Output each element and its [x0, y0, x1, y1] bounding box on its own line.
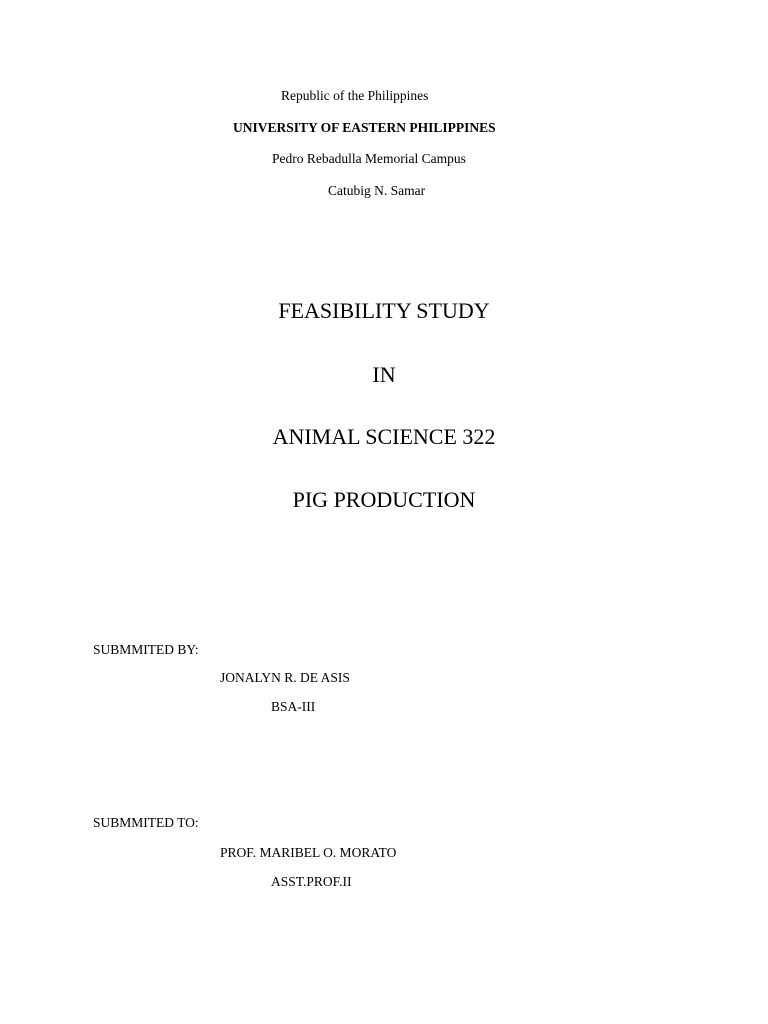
university-name: UNIVERSITY OF EASTERN PHILIPPINES	[233, 120, 496, 135]
submitter-course: BSA-III	[271, 699, 316, 714]
campus-name: Pedro Rebadulla Memorial Campus	[272, 151, 466, 166]
document-title-line-4: PIG PRODUCTION	[292, 487, 476, 512]
recipient-position: ASST.PROF.II	[271, 874, 352, 889]
document-title-line-1: FEASIBILITY STUDY	[278, 298, 490, 323]
country-heading: Republic of the Philippines	[281, 88, 429, 103]
submitted-to-label: SUBMMITED TO:	[93, 815, 199, 830]
campus-location: Catubig N. Samar	[328, 183, 426, 198]
document-title-line-3: ANIMAL SCIENCE 322	[272, 424, 496, 449]
submitted-by-label: SUBMMITED BY:	[93, 642, 199, 657]
document-title-line-2: IN	[372, 362, 396, 387]
recipient-name: PROF. MARIBEL O. MORATO	[220, 845, 397, 860]
submitter-name: JONALYN R. DE ASIS	[220, 670, 350, 685]
